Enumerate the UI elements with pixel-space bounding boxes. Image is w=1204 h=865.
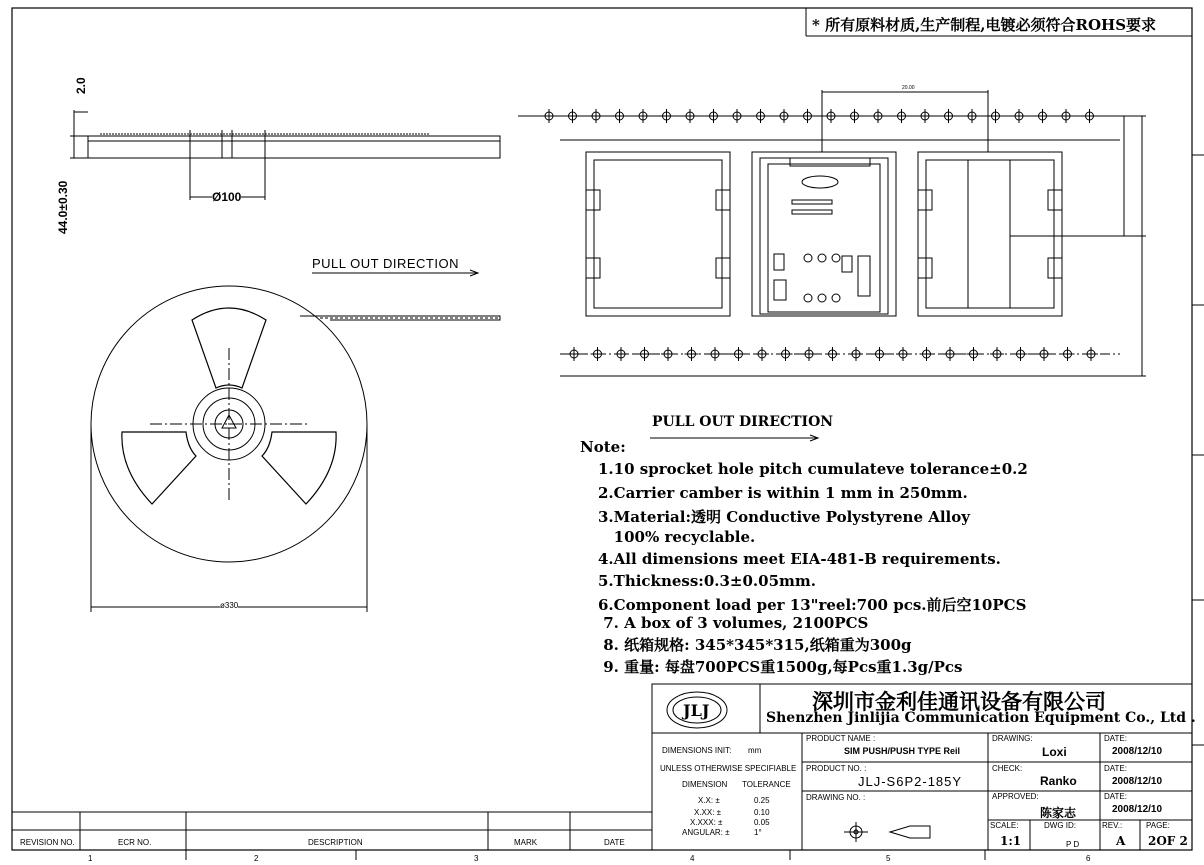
thickness-dim: 44.0±0.30 <box>56 180 70 234</box>
zone-2: 2 <box>254 854 259 863</box>
product-name-label: PRODUCT NAME : <box>806 734 876 743</box>
dwg-id-value: P D <box>1066 840 1080 849</box>
date-header: DATE <box>604 838 625 847</box>
approved-label: APPROVED: <box>992 792 1039 801</box>
tol-row-1-label: X.X: ± <box>698 796 720 805</box>
zone-6: 6 <box>1086 854 1091 863</box>
page-label: PAGE: <box>1146 821 1170 830</box>
scale-value: 1:1 <box>1000 834 1022 848</box>
note-item-1: 1.10 sprocket hole pitch cumulateve tolerance±0.2 <box>598 460 1028 478</box>
company-name-en: Shenzhen Jinlijia Communication Equipment Co., Ltd . <box>766 710 1196 726</box>
tol-row-1-val: 0.25 <box>754 796 770 805</box>
tol-row-2-label: X.XX: ± <box>694 808 722 817</box>
note-item-3b: 100% recyclable. <box>598 528 756 546</box>
dim-unit: mm <box>748 746 762 755</box>
approved-value: 陈家志 <box>1040 806 1077 820</box>
note-item-9: 9. 重量: 每盘700PCS重1500g,每Pcs重1.3g/Pcs <box>598 658 963 676</box>
note-item-6: 6.Component load per 13"reel:700 pcs.前后空10PCS <box>598 596 1027 614</box>
product-no: JLJ-S6P2-185Y <box>858 774 963 789</box>
rev-no-header: REVISION NO. <box>20 838 75 847</box>
pull-out-label-left: PULL OUT DIRECTION <box>312 256 459 271</box>
zone-3: 3 <box>474 854 479 863</box>
reel-dia-dim: ø330 <box>220 601 239 610</box>
note-item-8: 8. 纸箱规格: 345*345*315,纸箱重为300g <box>598 636 912 654</box>
note-item-7: 7. A box of 3 volumes, 2100PCS <box>598 614 869 632</box>
notes-title: Note: <box>580 438 626 456</box>
dimension-header: DIMENSION <box>682 780 728 789</box>
date-value-2: 2008/12/10 <box>1112 776 1163 787</box>
ecr-no-header: ECR NO. <box>118 838 152 847</box>
note-item-2: 2.Carrier camber is within 1 mm in 250mm. <box>598 484 968 502</box>
page-value: 2OF 2 <box>1148 834 1188 848</box>
dim-unit-label: DIMENSIONS INIT: <box>662 746 732 755</box>
scale-label: SCALE: <box>990 821 1019 830</box>
date-label-3: DATE: <box>1104 792 1127 801</box>
company-name-cn: 深圳市金利佳通讯设备有限公司 <box>812 689 1106 714</box>
height-dim: 2.0 <box>74 77 88 94</box>
svg-text:JLJ: JLJ <box>683 701 710 720</box>
zone-4: 4 <box>690 854 695 863</box>
date-label-2: DATE: <box>1104 764 1127 773</box>
description-header: DESCRIPTION <box>308 838 363 847</box>
dwg-id-label: DWG ID: <box>1044 821 1076 830</box>
check-value: Ranko <box>1040 774 1077 788</box>
note-item-3: 3.Material:透明 Conductive Polystyrene Alloy <box>598 508 970 526</box>
pull-out-label-right: PULL OUT DIRECTION <box>652 414 834 430</box>
drawing-value: Loxi <box>1042 745 1067 759</box>
drawing-label: DRAWING: <box>992 734 1033 743</box>
svg-text:20.00: 20.00 <box>902 85 915 91</box>
unless-specified: UNLESS OTHERWISE SPECIFIABLE <box>660 764 797 773</box>
product-no-label: PRODUCT NO. : <box>806 764 867 773</box>
date-value-1: 2008/12/10 <box>1112 746 1163 757</box>
product-name: SIM PUSH/PUSH TYPE Reil <box>844 746 961 756</box>
zone-1: 1 <box>88 854 93 863</box>
zone-5: 5 <box>886 854 891 863</box>
check-label: CHECK: <box>992 764 1023 773</box>
rev-label: REV.: <box>1102 821 1123 830</box>
tol-row-3-val: 0.05 <box>754 818 770 827</box>
tolerance-header: TOLERANCE <box>742 780 791 789</box>
tol-row-4-val: 1° <box>754 828 762 837</box>
rohs-note: * 所有原料材质,生产制程,电镀必须符合ROHS要求 <box>812 16 1157 34</box>
tol-row-2-val: 0.10 <box>754 808 770 817</box>
mark-header: MARK <box>514 838 538 847</box>
note-item-4: 4.All dimensions meet EIA-481-B requirements. <box>598 550 1001 568</box>
rev-value: A <box>1116 834 1126 848</box>
tol-row-4-label: ANGULAR: ± <box>682 828 730 837</box>
note-item-5: 5.Thickness:0.3±0.05mm. <box>598 572 816 590</box>
drawing-no-label: DRAWING NO. : <box>806 793 866 802</box>
hub-dia-dim: Ø100 <box>212 190 242 204</box>
tol-row-3-label: X.XXX: ± <box>690 818 723 827</box>
date-label-1: DATE: <box>1104 734 1127 743</box>
date-value-3: 2008/12/10 <box>1112 804 1163 815</box>
